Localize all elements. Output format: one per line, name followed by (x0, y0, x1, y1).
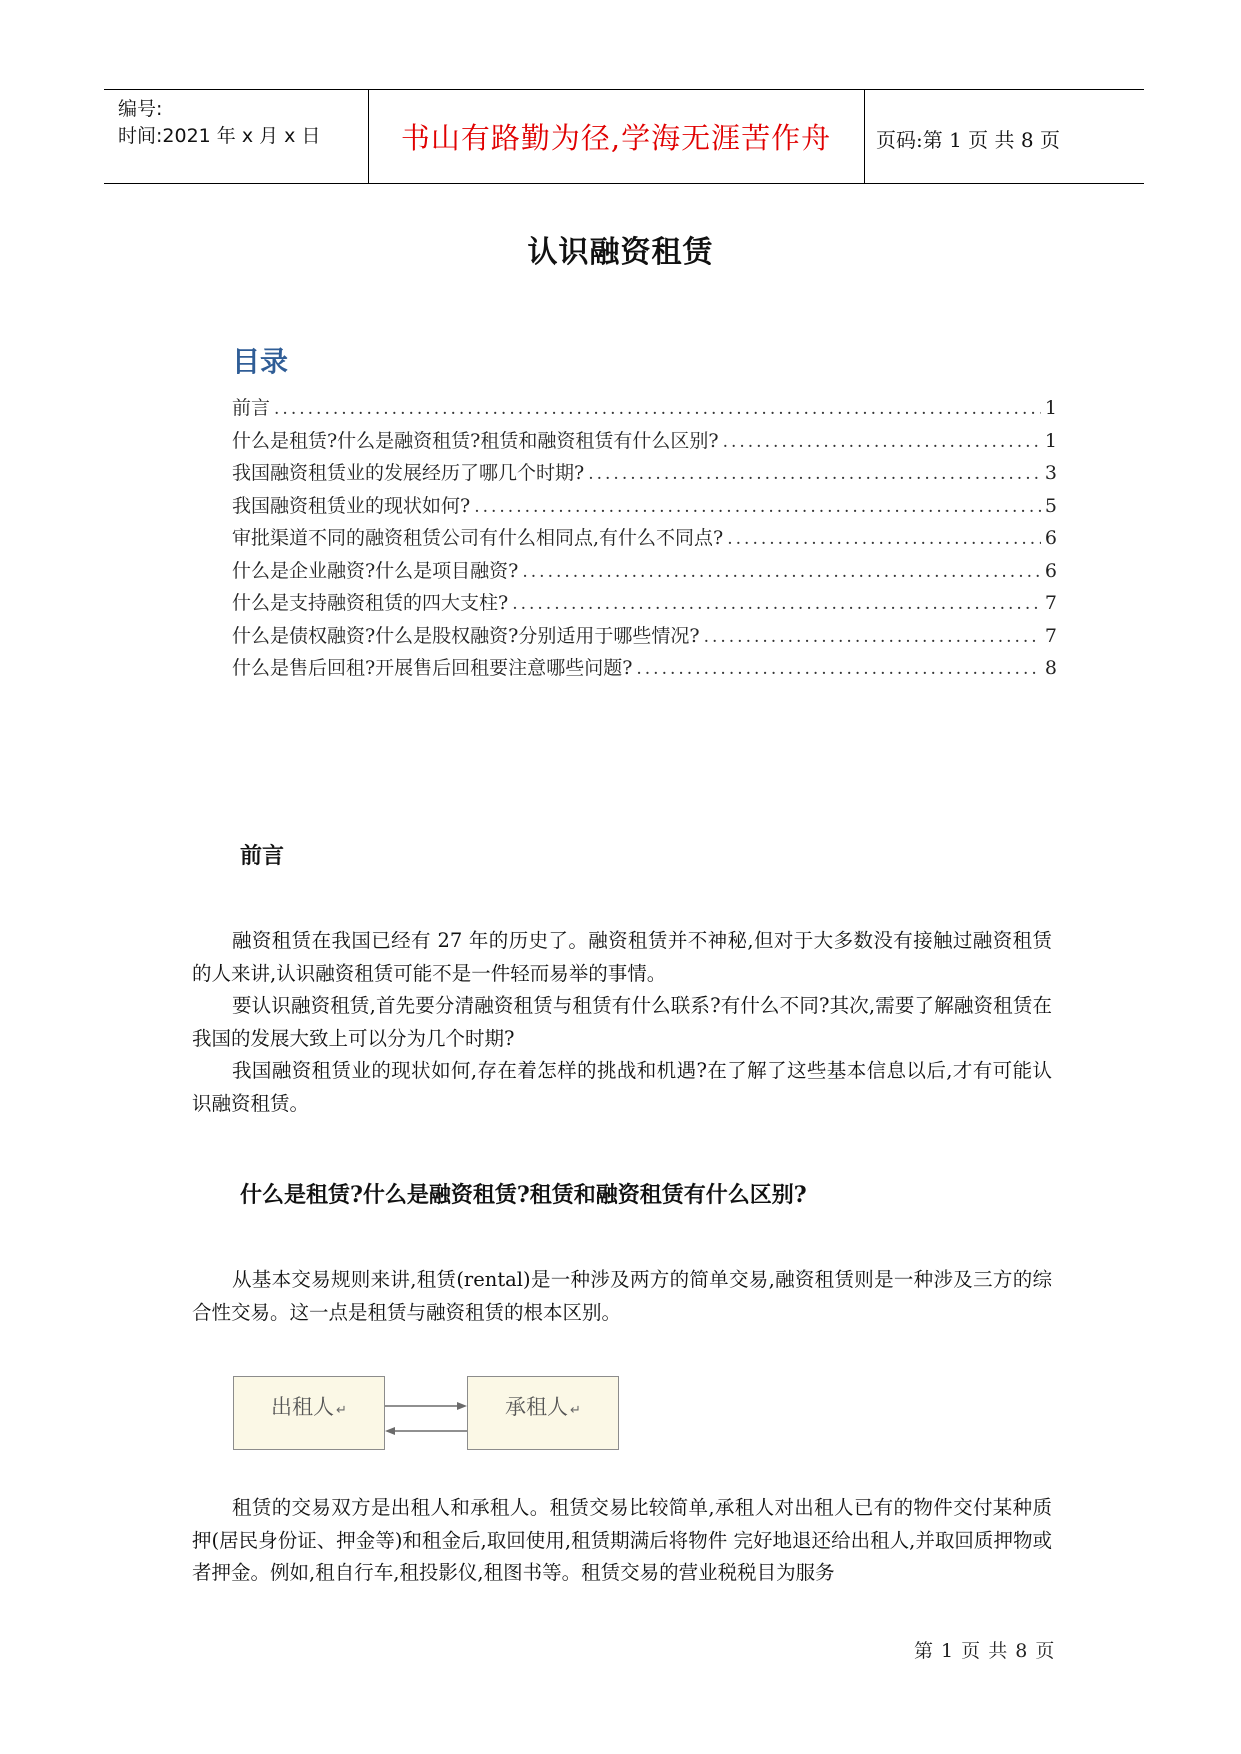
section1-paragraph-1: 从基本交易规则来讲,租赁(rental)是一种涉及两方的简单交易,融资租赁则是一种涉及三方的综合性交易。这一点是租赁与融资租赁的根本区别。 (192, 1268, 1052, 1324)
toc-entry[interactable] (232, 556, 1057, 589)
toc-entry[interactable] (232, 621, 1057, 654)
toc-entry-page: 3 (1044, 462, 1057, 484)
lessor-label: 出租人 (271, 1395, 335, 1419)
document-title: 认识融资租赁 (527, 235, 714, 270)
number-label: 编号: (118, 98, 163, 120)
toc-entry[interactable] (232, 393, 1057, 426)
section1-paragraph-2: 租赁的交易双方是出租人和承租人。租赁交易比较简单,承租人对出租人已有的物件交付某种质押(居民身份证、押金等)和租金后,取回使用,租赁期满后将物件 完好地退还给出租人,并取回质押物或者押金。例如,租自行车,租投影仪,租图书等。租赁交易的营业税税目为服务 (192, 1496, 1052, 1584)
toc-entry[interactable] (232, 653, 1057, 686)
arrow-to-lessee-head (457, 1402, 467, 1410)
header-table (104, 89, 1144, 184)
toc-leader-dots (274, 399, 1041, 419)
toc-leader-dots (636, 659, 1041, 679)
header-meta-cell (104, 90, 369, 183)
preface-heading: 前言 (240, 843, 285, 869)
toc-entry-page: 1 (1044, 397, 1057, 419)
toc-entry-text: 什么是债权融资?什么是股权融资?分别适用于哪些情况? (232, 624, 700, 647)
table-of-contents (232, 393, 1057, 686)
toc-entry[interactable] (232, 458, 1057, 491)
toc-leader-dots (522, 562, 1041, 582)
preface-paragraph-2: 要认识融资租赁,首先要分清融资租赁与租赁有什么联系?有什么不同?其次,需要了解融资租赁在我国的发展大致上可以分为几个时期? (192, 994, 1052, 1050)
toc-entry-text: 什么是支持融资租赁的四大支柱? (232, 592, 509, 614)
toc-entry-page: 5 (1044, 494, 1057, 517)
toc-entry[interactable] (232, 523, 1057, 556)
toc-leader-dots (727, 529, 1041, 549)
toc-entry-text: 审批渠道不同的融资租赁公司有什么相同点,有什么不同点? (232, 527, 724, 549)
header-motto-cell (368, 90, 865, 183)
toc-entry-text: 我国融资租赁业的发展经历了哪几个时期? (232, 462, 585, 484)
toc-entry[interactable] (232, 588, 1057, 621)
toc-entry-page: 6 (1044, 527, 1057, 549)
section1-heading: 什么是租赁?什么是融资租赁?租赁和融资租赁有什么区别? (240, 1182, 807, 1208)
exchange-arrows (383, 1376, 469, 1452)
page-footer: 第 1 页 共 8 页 (914, 1640, 1056, 1662)
lessee-label: 承租人 (505, 1395, 569, 1419)
preface-paragraph-3: 我国融资租赁业的现状如何,存在着怎样的挑战和机遇?在了解了这些基本信息以后,才有可能认识融资租赁。 (192, 1059, 1052, 1115)
lessee-box (467, 1376, 619, 1450)
return-mark-icon: ↵ (570, 1403, 581, 1418)
toc-entry-page: 7 (1044, 624, 1057, 647)
time-label: 时间:2021 年 x 月 x 日 (118, 125, 321, 147)
toc-entry[interactable] (232, 491, 1057, 524)
lessor-box (233, 1376, 385, 1450)
toc-entry-text: 什么是租赁?什么是融资租赁?租赁和融资租赁有什么区别? (232, 429, 719, 452)
lessor-lessee-diagram (233, 1376, 619, 1452)
page-info: 页码:第 1 页 共 8 页 (876, 128, 1060, 152)
toc-entry-page: 7 (1044, 592, 1057, 614)
header-page-cell (864, 90, 1144, 183)
toc-entry-text: 什么是售后回租?开展售后回租要注意哪些问题? (232, 657, 633, 679)
motto-text: 书山有路勤为径,学海无涯苦作舟 (400, 121, 832, 155)
toc-heading: 目录 (232, 345, 289, 378)
toc-leader-dots (704, 627, 1041, 647)
arrow-to-lessor-head (385, 1427, 395, 1435)
return-mark-icon: ↵ (336, 1403, 347, 1418)
toc-leader-dots (723, 432, 1041, 452)
toc-entry-page: 1 (1044, 429, 1057, 452)
preface-paragraph-1: 融资租赁在我国已经有 27 年的历史了。融资租赁并不神秘,但对于大多数没有接触过融资租赁的人来讲,认识融资租赁可能不是一件轻而易举的事情。 (192, 929, 1052, 985)
toc-leader-dots (474, 497, 1041, 517)
toc-leader-dots (512, 594, 1041, 614)
toc-entry-text: 什么是企业融资?什么是项目融资? (232, 559, 519, 582)
toc-entry-text: 前言 (232, 397, 271, 419)
toc-entry-text: 我国融资租赁业的现状如何? (232, 494, 471, 517)
toc-entry-page: 8 (1044, 657, 1057, 679)
toc-entry[interactable] (232, 426, 1057, 459)
toc-entry-page: 6 (1044, 559, 1057, 582)
toc-leader-dots (588, 464, 1041, 484)
